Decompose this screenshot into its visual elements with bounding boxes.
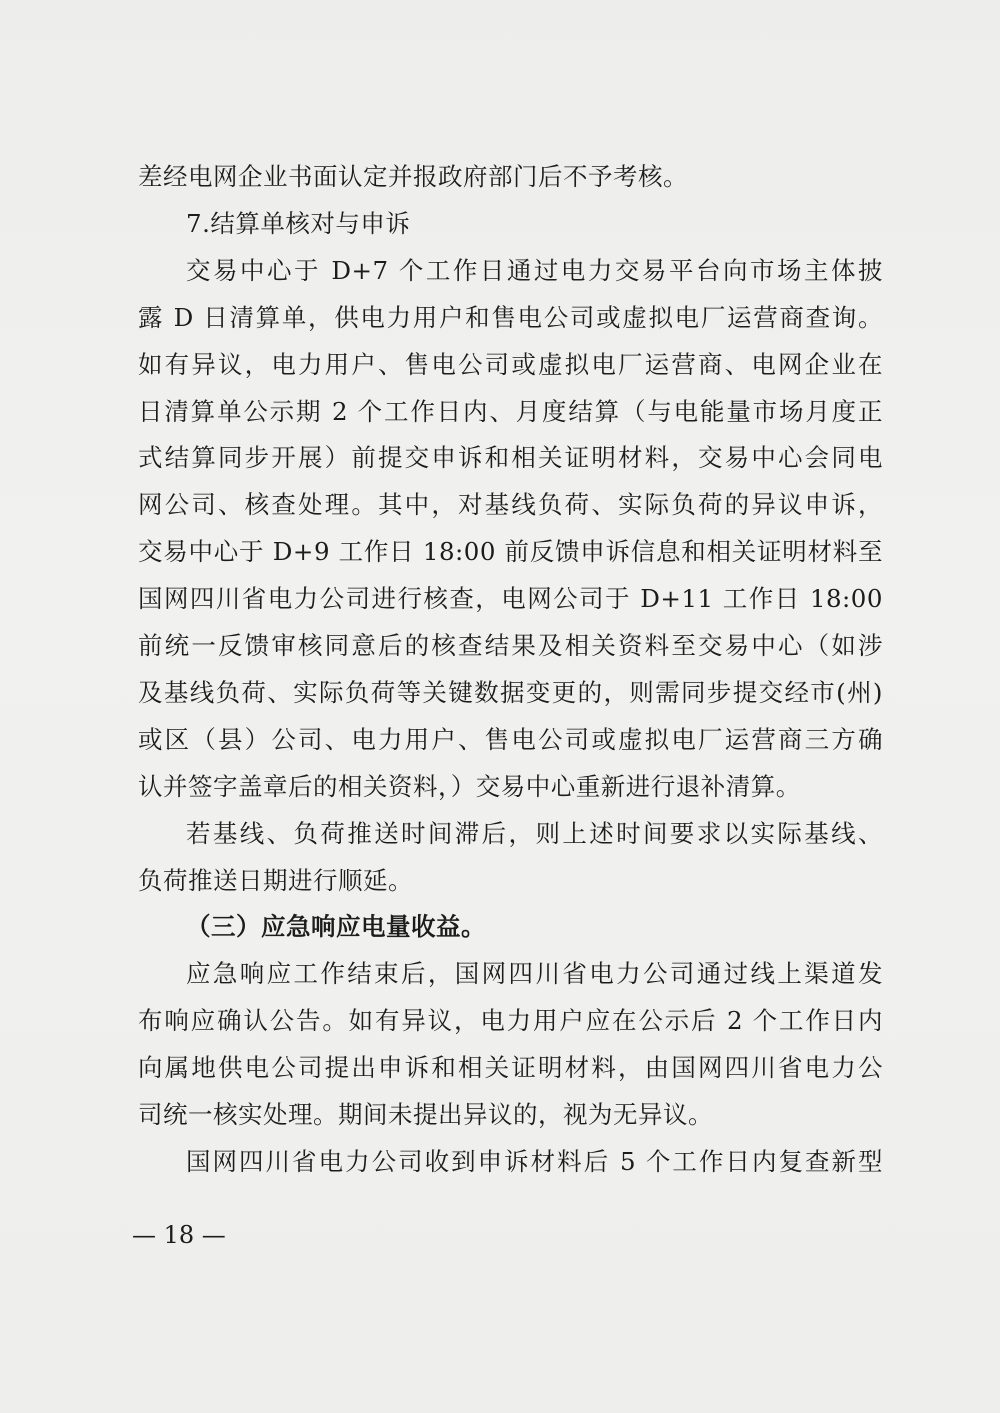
text-line: 或区（县）公司、电力用户、售电公司或虚拟电厂运营商三方确	[138, 725, 883, 754]
text-line: 如有异议，电力用户、售电公司或虚拟电厂运营商、电网企业在	[138, 350, 883, 379]
text-line: 交易中心于 D+7 个工作日通过电力交易平台向市场主体披	[186, 256, 883, 285]
text-line: 前统一反馈审核同意后的核查结果及相关资料至交易中心（如涉	[138, 631, 883, 660]
text-line: 及基线负荷、实际负荷等关键数据变更的，则需同步提交经市(州)	[138, 678, 883, 707]
text-line: 网公司、核查处理。其中，对基线负荷、实际负荷的异议申诉，	[138, 490, 883, 519]
text-line: 交易中心于 D+9 工作日 18:00 前反馈申诉信息和相关证明材料至	[138, 537, 883, 566]
text-line: 布响应确认公告。如有异议，电力用户应在公示后 2 个工作日内	[138, 1006, 883, 1035]
section-heading-bold: （三）应急响应电量收益。	[186, 912, 486, 941]
text-line: 认并签字盖章后的相关资料，）交易中心重新进行退补清算。	[138, 772, 801, 801]
text-line: 国网四川省电力公司收到申诉材料后 5 个工作日内复查新型	[186, 1147, 883, 1176]
text-line: 向属地供电公司提出申诉和相关证明材料，由国网四川省电力公	[138, 1053, 883, 1082]
text-line: 若基线、负荷推送时间滞后，则上述时间要求以实际基线、	[186, 819, 883, 848]
text-line: 式结算同步开展）前提交申诉和相关证明材料，交易中心会同电	[138, 443, 883, 472]
text-line: 国网四川省电力公司进行核查，电网公司于 D+11 工作日 18:00	[138, 584, 883, 613]
text-line: 差经电网企业书面认定并报政府部门后不予考核。	[138, 162, 688, 191]
text-line: 司统一核实处理。期间未提出异议的，视为无异议。	[138, 1100, 713, 1129]
text-line: 日清算单公示期 2 个工作日内、月度结算（与电能量市场月度正	[138, 397, 883, 426]
text-line: 应急响应工作结束后，国网四川省电力公司通过线上渠道发	[186, 959, 883, 988]
page-number: — 18 —	[132, 1221, 226, 1249]
text-line: 负荷推送日期进行顺延。	[138, 866, 413, 895]
section-heading: 7.结算单核对与申诉	[186, 209, 411, 238]
text-line: 露 D 日清算单，供电力用户和售电公司或虚拟电厂运营商查询。	[138, 303, 883, 332]
